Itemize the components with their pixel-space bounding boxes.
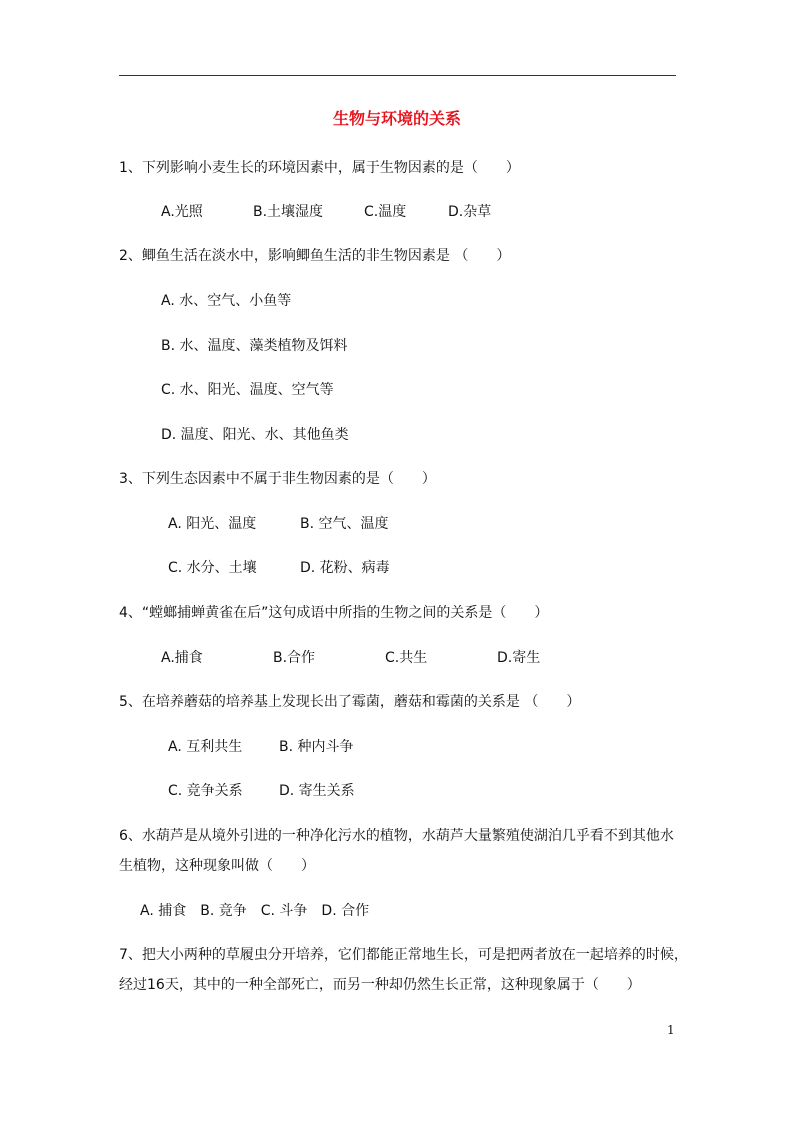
question-7-stem-line-1: 7、把大小两种的草履虫分开培养，它们都能正常地生长，可是把两者放在一起培养的时候， — [119, 947, 688, 963]
question-5-option-b: B. 种内斗争 — [279, 739, 354, 755]
question-3-option-a: A. 阳光、温度 — [168, 516, 257, 532]
question-1-option-a: A.光照 — [161, 204, 203, 220]
question-2-stem: 2、鲫鱼生活在淡水中，影响鲫鱼生活的非生物因素是 （ ） — [119, 248, 511, 264]
question-6-options: A. 捕食 B. 竞争 C. 斗争 D. 合作 — [140, 903, 370, 919]
question-4-option-c: C.共生 — [385, 650, 428, 666]
page-title: 生物与环境的关系 — [332, 109, 461, 128]
question-6-stem-line-2: 生植物，这种现象叫做（ ） — [119, 858, 315, 874]
question-4-option-a: A.捕食 — [161, 650, 203, 666]
question-5-option-d: D. 寄生关系 — [279, 783, 355, 799]
question-1-option-b: B.土壤湿度 — [253, 204, 324, 220]
question-1-option-c: C.温度 — [364, 204, 407, 220]
question-4-option-b: B.合作 — [273, 650, 316, 666]
question-2-option-a: A. 水、空气、小鱼等 — [161, 293, 292, 309]
question-3-option-c: C. 水分、土壤 — [168, 560, 257, 576]
question-6-stem-line-1: 6、水葫芦是从境外引进的一种净化污水的植物，水葫芦大量繁殖使湖泊几乎看不到其他水 — [119, 828, 674, 844]
question-2-option-c: C. 水、阳光、温度、空气等 — [161, 382, 334, 398]
question-2-option-d: D. 温度、阳光、水、其他鱼类 — [161, 427, 349, 443]
question-5-option-c: C. 竞争关系 — [168, 783, 243, 799]
question-3-option-d: D. 花粉、病毒 — [300, 560, 390, 576]
question-1-option-d: D.杂草 — [448, 204, 492, 220]
question-4-stem: 4、“螳螂捕蝉黄雀在后”这句成语中所指的生物之间的关系是（ ） — [119, 605, 549, 621]
question-7-stem-line-2: 经过16天，其中的一种全部死亡，而另一种却仍然生长正常，这种现象属于（ ） — [119, 977, 641, 993]
question-4-option-d: D.寄生 — [497, 650, 541, 666]
question-5-stem: 5、在培养蘑菇的培养基上发现长出了霉菌，蘑菇和霉菌的关系是 （ ） — [119, 694, 581, 710]
question-5-option-a: A. 互利共生 — [168, 739, 243, 755]
page-number: 1 — [667, 1023, 675, 1037]
question-3-option-b: B. 空气、温度 — [300, 516, 389, 532]
question-1-stem: 1、下列影响小麦生长的环境因素中，属于生物因素的是（ ） — [119, 160, 520, 176]
question-2-option-b: B. 水、温度、藻类植物及饵料 — [161, 338, 348, 354]
question-3-stem: 3、下列生态因素中不属于非生物因素的是（ ） — [119, 471, 436, 487]
header-rule — [119, 75, 676, 76]
